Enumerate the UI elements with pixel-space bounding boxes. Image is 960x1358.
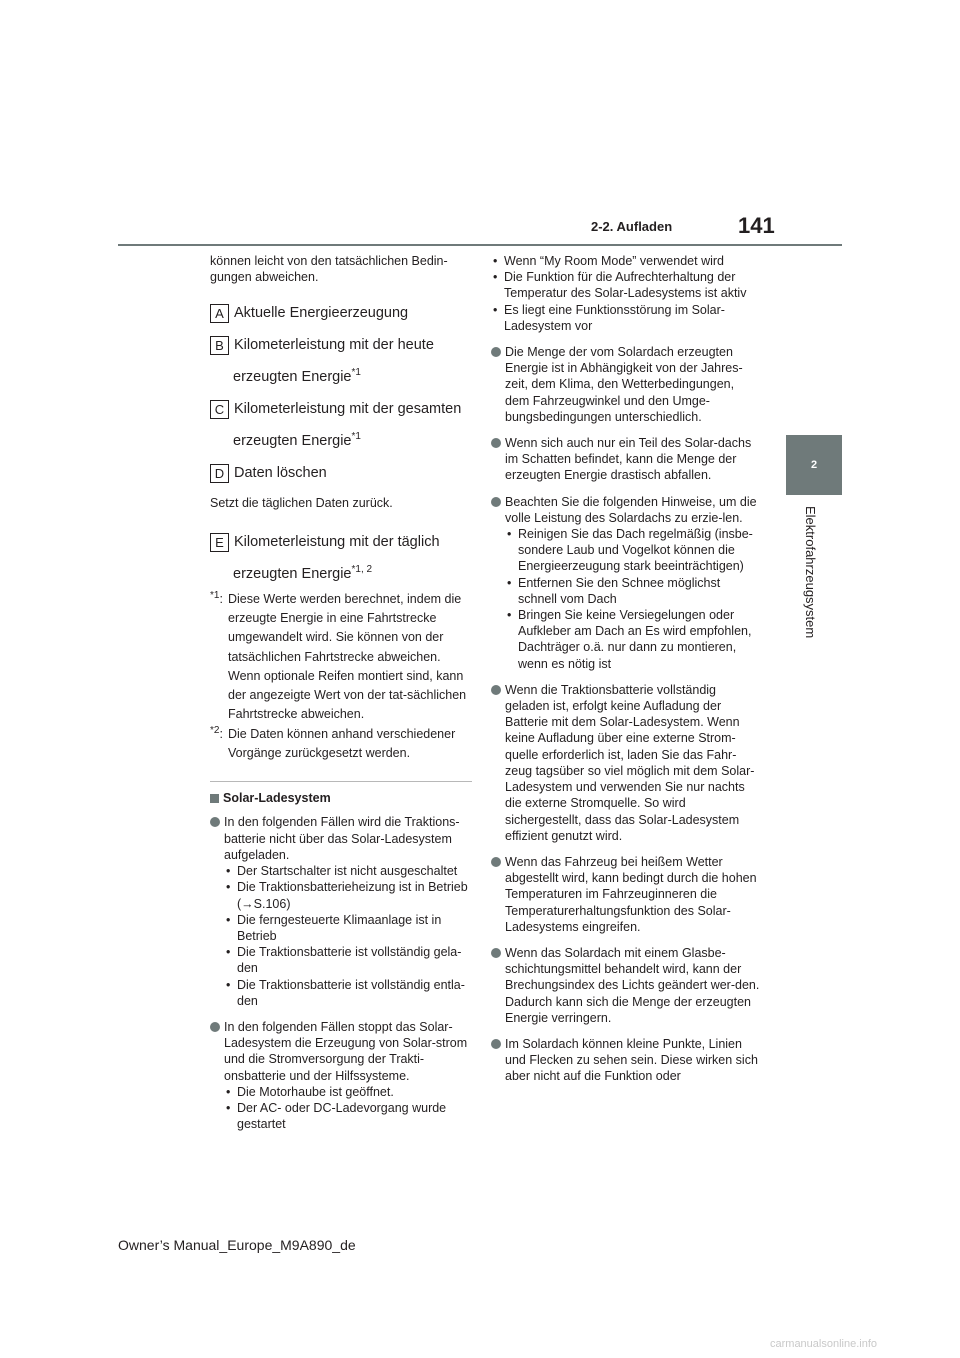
footnote-ref: *1, 2: [351, 563, 373, 575]
footnote-ref: *1: [351, 431, 361, 443]
footnote-ref: *1: [351, 367, 361, 379]
legend-letter: E: [210, 533, 229, 552]
legend-item-c-cont: [210, 425, 472, 457]
legend-d-description: Setzt die täglichen Daten zurück.: [210, 496, 393, 511]
bullet-block-4: [491, 435, 761, 484]
list-item: • Wenn “My Room Mode” verwendet wird: [491, 253, 761, 269]
solar-heading-text: Solar-Ladesystem: [223, 791, 331, 806]
bullet-text: Wenn sich auch nur ein Teil des Solar-dachs im Schatten befindet, kann die Menge der erzeugten Energie drastisch abfallen.: [505, 436, 752, 483]
square-bullet-icon: [210, 794, 219, 803]
footnote-mark: *2: [210, 724, 220, 736]
circle-bullet-icon: [491, 347, 501, 357]
intro-text: können leicht von den tatsächlichen Bedin-gungen abweichen.: [210, 254, 448, 285]
list-item: • Die Traktionsbatterieheizung ist in Betrieb (→S.106): [224, 879, 472, 911]
bullet-block-6: [491, 682, 761, 844]
footnote-2: $^{*2}$: Die Daten können anhand verschiedener Vorgänge zurückgesetzt werden.: [210, 725, 472, 764]
chapter-tab: 2: [786, 435, 842, 495]
legend-label: Aktuelle Energieerzeugung: [234, 305, 409, 322]
list-item: • Die Funktion für die Aufrechterhaltung der Temperatur des Solar-Ladesystems ist aktiv: [491, 269, 761, 301]
circle-bullet-icon: [491, 438, 501, 448]
bullet-text: In den folgenden Fällen wird die Traktions-batterie nicht über das Solar-Ladesystem aufgeladen.: [224, 815, 460, 862]
bullet-text: Die Menge der vom Solardach erzeugten Energie ist in Abhängigkeit von der Jahres-zeit, dem Klima, den Wetterbedingungen, dem Fahrzeugwinkel und den Umge-bungsbedingungen unterschiedlich.: [505, 345, 743, 424]
sub-list: [224, 863, 472, 1009]
legend-item-c: [210, 393, 472, 425]
header-rule: [118, 244, 842, 246]
bullet-text: Wenn die Traktionsbatterie vollständig geladen ist, erfolgt keine Aufladung der Batterie mit dem Solar-Ladesystem. Wenn keine Aufladung über eine externe Strom-quelle erforderlich ist, laden Sie das Fahr-zeug tagsüber so viel möglich mit dem Solar-Ladesystem und verwenden Sie nur nachts die externe Stromquelle. So wird sichergestellt, dass das Solar-Ladesystem effizient genutzt wird.: [505, 682, 755, 843]
list-item: • Die Traktionsbatterie ist vollständig entla-den: [224, 977, 472, 1009]
legend-letter: A: [210, 304, 229, 323]
footnote-1: $^{*1}$: Diese Werte werden berechnet, indem die erzeugte Energie in eine Fahrtstrecke umgewandelt wird. Sie können von der tatsächlichen Fahrtstrecke abweichen. Wenn optionale Reifen montiert sind, kann der angezeigte Wert von der tat-sächlichen Fahrtstrecke abweichen.: [210, 590, 472, 725]
list-item: • Bringen Sie keine Versiegelungen oder Aufkleber am Dach an Es wird empfohlen, Dachträger o.ä. nur dann zu montieren, wenn es nötig ist: [505, 607, 761, 672]
legend-letter: C: [210, 400, 229, 419]
bullet-block-5: [491, 494, 761, 672]
footnote-mark: *1: [210, 589, 220, 601]
bullet-block-8: [491, 945, 761, 1026]
legend-item-e-cont: [210, 558, 472, 590]
bullet-block-7: [491, 854, 761, 935]
list-item: • Es liegt eine Funktionsstörung im Solar-Ladesystem vor: [491, 302, 761, 334]
list-item: • Die Motorhaube ist geöffnet.: [224, 1084, 472, 1100]
circle-bullet-icon: [491, 497, 501, 507]
legend-item-b: [210, 329, 472, 361]
circle-bullet-icon: [491, 857, 501, 867]
continued-list: [491, 253, 761, 334]
legend-label-cont: erzeugten Energie: [233, 369, 352, 386]
legend-label: Kilometerleistung mit der täglich: [234, 533, 440, 550]
legend-letter: D: [210, 464, 229, 483]
footer-manual-id: Owner’s Manual_Europe_M9A890_de: [118, 1237, 356, 1253]
chapter-label: Elektrofahrzeugsystem: [803, 506, 818, 639]
legend-item-e: [210, 526, 472, 558]
bullet-block-1: [210, 814, 472, 1008]
footnote-text: Die Daten können anhand verschiedener Vorgänge zurückgesetzt werden.: [228, 726, 456, 760]
legend-letter: B: [210, 336, 229, 355]
solar-heading: [210, 790, 472, 806]
bullet-text: Beachten Sie die folgenden Hinweise, um die volle Leistung des Solardachs zu erzie-len.: [505, 494, 757, 525]
legend-label: Kilometerleistung mit der gesamten: [234, 401, 462, 418]
bullet-block-9: [491, 1036, 761, 1085]
bullet-text: In den folgenden Fällen stoppt das Solar-Ladesystem die Erzeugung von Solar-strom und die Stromversorgung der Trakti-onsbatterie und der Hilfssysteme.: [224, 1019, 468, 1083]
legend-item-a: [210, 297, 472, 329]
sub-list: [224, 1084, 472, 1133]
list-item: • Die Traktionsbatterie ist vollständig gela-den: [224, 944, 472, 976]
section-title: 2-2. Aufladen: [591, 219, 673, 234]
circle-bullet-icon: [491, 1039, 501, 1049]
section-divider: [210, 781, 472, 782]
legend-label-cont: erzeugten Energie: [233, 433, 352, 450]
footnote-text: Diese Werte werden berechnet, indem die erzeugte Energie in eine Fahrtstrecke umgewandelt wird. Sie können von der tatsächlichen Fahrtstrecke abweichen. Wenn optionale Reifen montiert sind, kann der angezeigte Wert von der tat-sächlichen Fahrtstrecke abweichen.: [228, 591, 467, 722]
legend-item-d: [210, 457, 472, 489]
bullet-block-2: [210, 1019, 472, 1132]
page-number: 141: [738, 213, 775, 238]
right-column: [491, 253, 761, 1095]
legend-label: Daten löschen: [234, 465, 327, 482]
legend-item-b-cont: [210, 361, 472, 393]
circle-bullet-icon: [491, 948, 501, 958]
bullet-text: Wenn das Fahrzeug bei heißem Wetter abgestellt wird, kann bedingt durch die hohen Temperaturen im Fahrzeuginneren die Temperaturerhaltungsfunktion des Solar-Ladesystems eingreifen.: [505, 854, 757, 934]
list-item: • Die ferngesteuerte Klimaanlage ist in Betrieb: [224, 912, 472, 944]
sub-list: [505, 526, 761, 672]
sub-list: [491, 253, 761, 334]
circle-bullet-icon: [210, 1022, 220, 1032]
list-item: • Entfernen Sie den Schnee möglichst schnell vom Dach: [505, 575, 761, 607]
bullet-block-3: [491, 344, 761, 425]
legend-label: Kilometerleistung mit der heute: [234, 337, 434, 354]
circle-bullet-icon: [210, 817, 220, 827]
list-item: • Der AC- oder DC-Ladevorgang wurde gestartet: [224, 1100, 472, 1132]
list-item: • Der Startschalter ist nicht ausgeschaltet: [224, 863, 472, 879]
left-column: [210, 253, 472, 1142]
list-item: • Reinigen Sie das Dach regelmäßig (insbe-sondere Laub und Vogelkot können die Energieerzeugung stark beeinträchtigen): [505, 526, 761, 575]
footer-watermark: carmanualsonline.info: [770, 1338, 878, 1350]
bullet-text: Wenn das Solardach mit einem Glasbe-schichtungsmittel behandelt wird, kann der Brechungsindex des Lichts geändert wer-den. Dadurch kann sich die Menge der erzeugten Energie verringern.: [505, 945, 760, 1025]
circle-bullet-icon: [491, 685, 501, 695]
legend-label-cont: erzeugten Energie: [233, 565, 352, 582]
bullet-text: Im Solardach können kleine Punkte, Linien und Flecken zu sehen sein. Diese wirken sich aber nicht auf die Funktion oder: [505, 1036, 758, 1084]
